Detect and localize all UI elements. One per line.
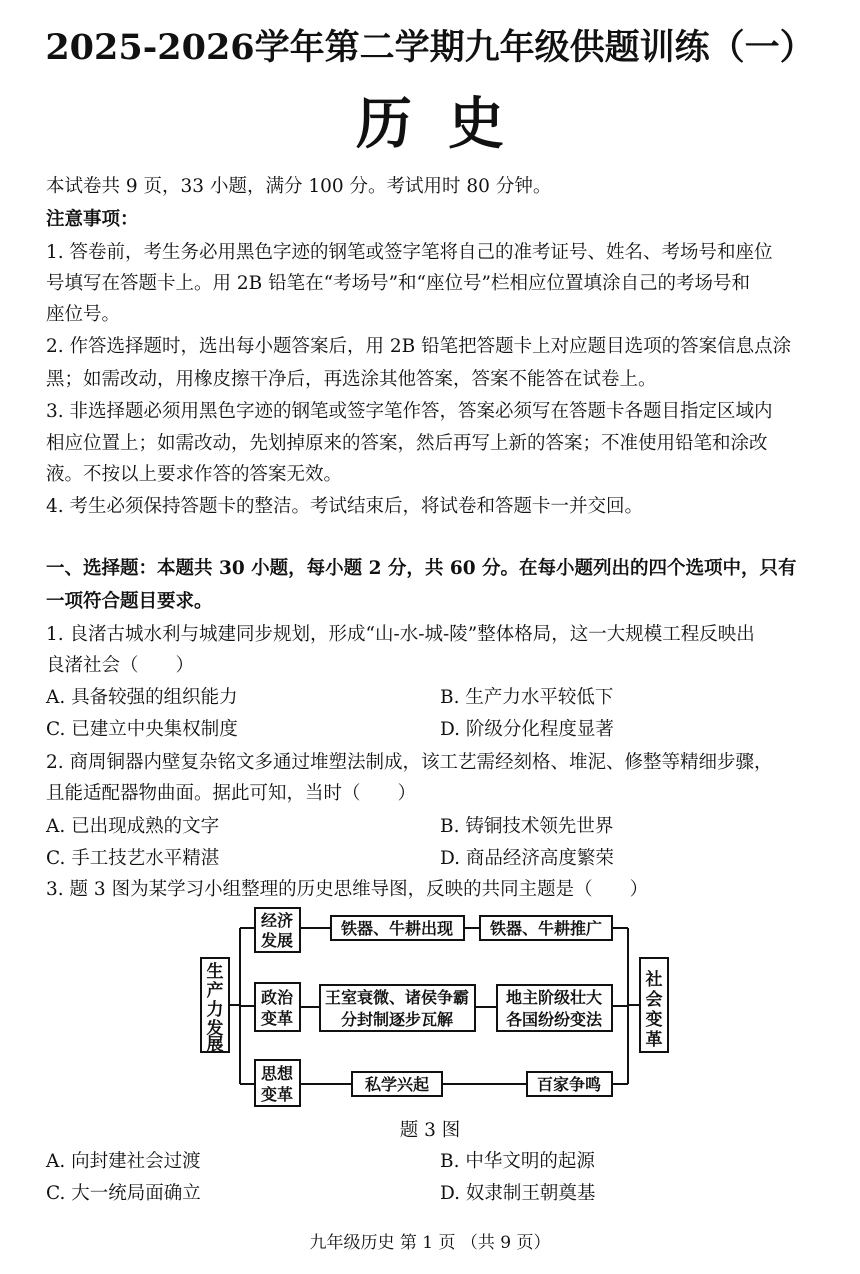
question-2-option-a: A. 已出现成熟的文字 <box>46 816 220 837</box>
question-2-stem: 2. 商周铜器内壁复杂铭文多通过堆塑法制成，该工艺需经刻格、堆泥、修整等精细步骤， <box>46 752 773 773</box>
right-char: 社 <box>645 970 663 990</box>
question-3-option-c: C. 大一统局面确立 <box>46 1183 201 1204</box>
end-label: 百家争鸣 <box>536 1075 602 1094</box>
end-label: 地主阶级壮大 <box>505 988 603 1007</box>
question-2-option-d: D. 商品经济高度繁荣 <box>440 848 614 869</box>
notice-line: 号填写在答题卡上。用 2B 铅笔在“考场号”和“座位号”栏相应位置填涂自己的考场号和 <box>46 273 750 294</box>
notice-line: 座位号。 <box>46 304 121 325</box>
notice-line: 黑；如需改动，用橡皮擦干净后，再选涂其他答案，答案不能答在试卷上。 <box>46 369 657 390</box>
right-char: 革 <box>645 1030 663 1050</box>
question-1-option-c: C. 已建立中央集权制度 <box>46 719 238 740</box>
right-char: 会 <box>645 990 663 1010</box>
end-label: 各国纷纷变法 <box>505 1010 603 1029</box>
end-label: 铁器、牛耕推广 <box>489 919 603 938</box>
question-1-option-b: B. 生产力水平较低下 <box>440 687 614 708</box>
category-label: 变革 <box>260 1085 294 1104</box>
question-2-option-c: C. 手工技艺水平精湛 <box>46 848 220 869</box>
section-heading: 一项符合题目要求。 <box>46 591 213 612</box>
exam-summary: 本试卷共 9 页，33 小题，满分 100 分。考试用时 80 分钟。 <box>46 176 552 197</box>
mid-label: 铁器、牛耕出现 <box>340 919 454 938</box>
category-label: 经济 <box>260 911 294 930</box>
notice-line: 2. 作答选择题时，选出每小题答案后，用 2B 铅笔把答题卡上对应题目选项的答案信息点涂 <box>46 336 792 357</box>
category-label: 政治 <box>260 988 294 1007</box>
notice-line: 1. 答卷前，考生务必用黑色字迹的钢笔或签字笔将自己的准考证号、姓名、考场号和座位 <box>46 242 773 263</box>
notice-line: 4. 考生必须保持答题卡的整洁。考试结束后，将试卷和答题卡一并交回。 <box>46 496 644 517</box>
question-3-stem: 3. 题 3 图为某学习小组整理的历史思维导图，反映的共同主题是（ ） <box>46 879 649 900</box>
category-label: 思想 <box>260 1064 294 1083</box>
notice-line: 液。不按以上要求作答的答案无效。 <box>46 464 343 485</box>
left-char: 产 <box>206 981 224 1001</box>
question-1-option-d: D. 阶级分化程度显著 <box>440 719 614 740</box>
question-3-option-a: A. 向封建社会过渡 <box>46 1151 201 1172</box>
section-heading: 一、选择题：本题共 30 小题，每小题 2 分，共 60 分。在每小题列出的四个选项中，只有 <box>46 558 797 579</box>
question-2-stem: 且能适配器物曲面。据此可知，当时（ ） <box>46 783 417 804</box>
left-char: 生 <box>206 962 224 982</box>
mid-label: 王室衰微、诸侯争霸 <box>324 988 470 1007</box>
page-footer: 九年级历史 第 1 页 （共 9 页） <box>309 1233 551 1253</box>
mid-label: 私学兴起 <box>364 1075 430 1094</box>
question-1-option-a: A. 具备较强的组织能力 <box>46 687 238 708</box>
left-char: 展 <box>206 1035 224 1055</box>
category-label: 变革 <box>260 1009 294 1028</box>
question-1-stem: 良渚社会（ ） <box>46 655 195 676</box>
question-3-option-d: D. 奴隶制王朝奠基 <box>440 1183 596 1204</box>
question-1-stem: 1. 良渚古城水利与城建同步规划，形成“山-水-城-陵”整体格局，这一大规模工程反映出 <box>46 624 755 645</box>
left-char: 发 <box>206 1019 224 1039</box>
notice-heading: 注意事项： <box>46 209 139 230</box>
subject-title: 历史 <box>356 91 540 157</box>
question-2-option-b: B. 铸铜技术领先世界 <box>440 816 614 837</box>
mid-label: 分封制逐步瓦解 <box>340 1010 454 1029</box>
question-3-option-b: B. 中华文明的起源 <box>440 1151 595 1172</box>
diagram-caption: 题 3 图 <box>399 1120 461 1141</box>
notice-line: 3. 非选择题必须用黑色字迹的钢笔或签字笔作答，答案必须写在答题卡各题目指定区域内 <box>46 401 773 422</box>
left-char: 力 <box>206 1000 224 1020</box>
category-label: 发展 <box>260 931 294 950</box>
notice-line: 相应位置上；如需改动，先划掉原来的答案，然后再写上新的答案；不准使用铅笔和涂改 <box>46 433 768 454</box>
exam-title: 2025-2026学年第二学期九年级供题训练（一） <box>45 27 815 68</box>
right-char: 变 <box>645 1010 663 1030</box>
